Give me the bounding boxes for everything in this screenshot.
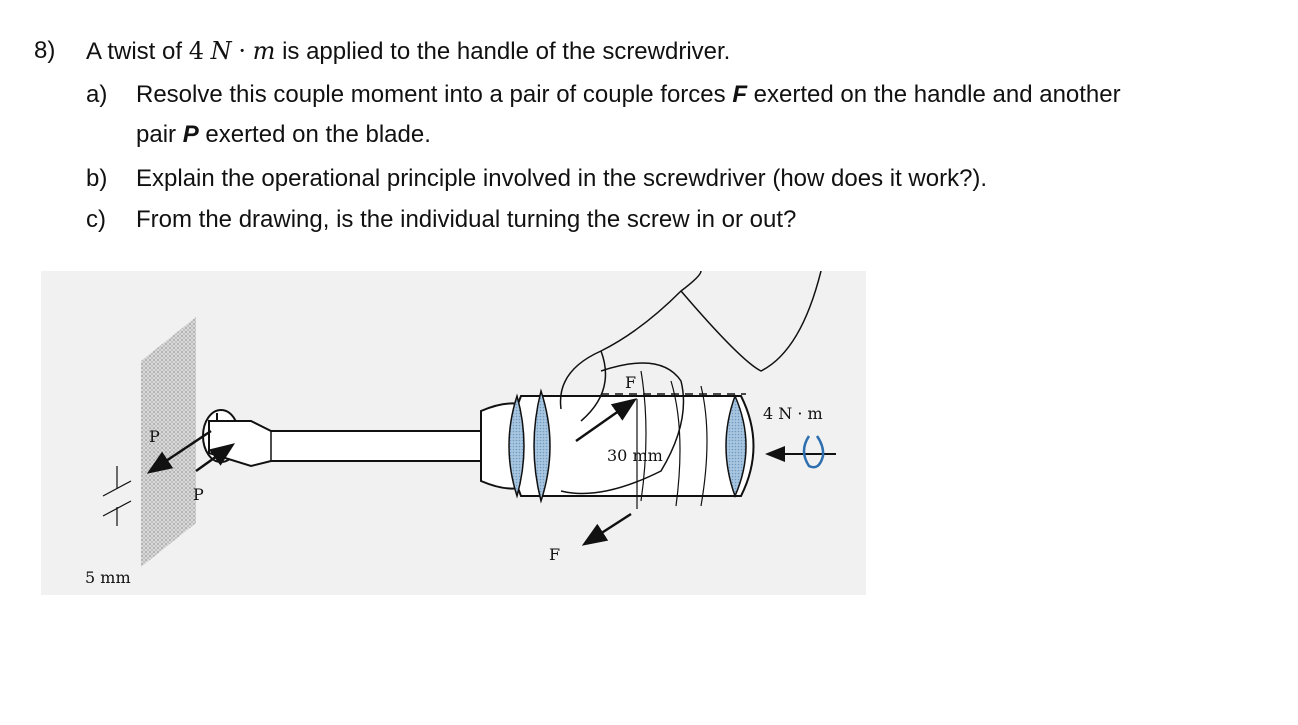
label-moment: 4 N · m <box>763 404 823 423</box>
part-b-letter: b) <box>86 165 108 192</box>
stem-text-before: A twist of <box>86 38 189 65</box>
stem-math-value: 4 <box>188 37 204 65</box>
label-F-bottom: F <box>549 545 561 564</box>
label-P-right: P <box>193 485 204 504</box>
part-a-letter: a) <box>86 81 108 108</box>
label-P-left: P <box>149 427 160 446</box>
part-a-bold-P: P <box>182 121 199 148</box>
question-stem <box>86 36 730 67</box>
part-a-line2 <box>136 120 431 150</box>
part-a-line2-post: exerted on the blade. <box>198 121 431 148</box>
part-a-line1-post: exerted on the handle and another <box>746 81 1121 108</box>
part-c-letter: c) <box>86 206 106 233</box>
stem-math-dot: · <box>238 37 246 65</box>
part-a-bold-F: F <box>732 81 747 108</box>
label-5mm: 5 mm <box>85 568 131 587</box>
part-a-line1-pre: Resolve this couple moment into a pair of couple forces <box>136 81 733 108</box>
stem-math-unit-m: m <box>252 37 276 65</box>
part-a-line1 <box>136 80 1121 110</box>
stem-math-unit-n: N <box>210 37 232 65</box>
part-a-line2-pre: pair <box>136 121 183 148</box>
question-number: 8) <box>34 37 56 64</box>
screwdriver-figure <box>41 271 866 595</box>
part-b-text: Explain the operational principle involved in the screwdriver (how does it work?). <box>136 165 988 192</box>
stem-text-after: is applied to the handle of the screwdriver. <box>275 38 731 65</box>
part-c-text: From the drawing, is the individual turning the screw in or out? <box>136 206 797 233</box>
label-30mm: 30 mm <box>607 446 663 465</box>
label-F-top: F <box>625 373 637 392</box>
